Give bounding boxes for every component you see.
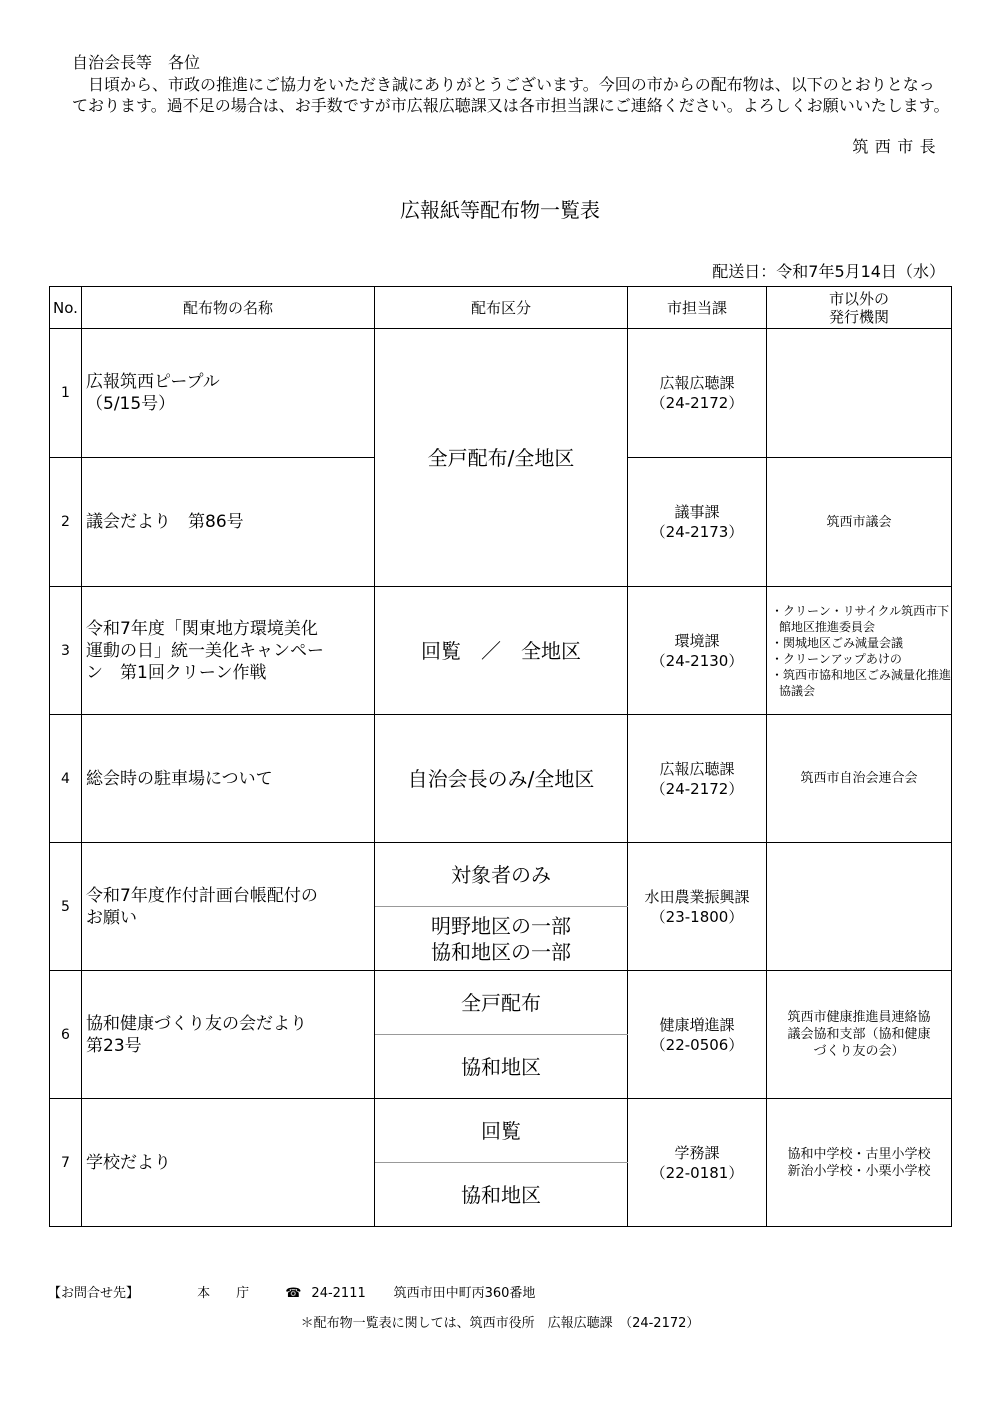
row-department bbox=[628, 843, 767, 971]
row-distribution-top: 全戸配布 bbox=[375, 971, 628, 1035]
dept-name: 議事課 bbox=[674, 503, 720, 521]
issuer-line: づくり友の会） bbox=[813, 1044, 905, 1059]
header-department: 市担当課 bbox=[628, 287, 767, 329]
header-no: No. bbox=[50, 287, 82, 329]
row-no: 4 bbox=[50, 715, 82, 843]
row-no: 7 bbox=[50, 1099, 82, 1227]
row-name-line: お願い bbox=[86, 907, 137, 928]
header-issuer-line1: 市以外の bbox=[828, 289, 889, 308]
row-name-line: 令和7年度「関東地方環境美化 bbox=[86, 618, 318, 639]
page-title: 広報紙等配布物一覧表 bbox=[400, 198, 600, 222]
row-no: 6 bbox=[50, 971, 82, 1099]
intro-text: 日頃から、市政の推進にご協力をいただき誠にありがとうございます。今回の市からの配布物は、以下のとおりとなっております。過不足の場合は、お手数ですが市広報広聴課又は各市担当課にご連絡ください。よろしくお願いいたします。 bbox=[72, 75, 950, 115]
row-distribution-bottom: 協和地区 bbox=[375, 1163, 628, 1227]
dept-tel: （24-2172） bbox=[650, 779, 744, 798]
dept-name: 健康増進課 bbox=[659, 1015, 735, 1034]
row-name-line: 運動の日」統一美化キャンペー bbox=[86, 640, 324, 661]
dept-name: 広報広聴課 bbox=[659, 374, 735, 392]
dept-tel: （24-2173） bbox=[650, 523, 744, 541]
row-no: 2 bbox=[50, 458, 82, 587]
row-name: 議会だより 第86号 bbox=[82, 458, 375, 587]
row-distribution: 回覧 ／ 全地区 bbox=[375, 587, 628, 715]
row-no: 1 bbox=[50, 329, 82, 458]
row-department bbox=[628, 458, 767, 587]
header-issuer bbox=[767, 287, 952, 329]
row-issuer bbox=[767, 1099, 952, 1227]
header-distribution: 配布区分 bbox=[375, 287, 628, 329]
dist-line: 明野地区の一部 bbox=[431, 913, 571, 938]
contact-office: 本 庁 bbox=[197, 1286, 250, 1301]
issuer-line: 新治小学校・小栗小学校 bbox=[787, 1163, 931, 1179]
row-department bbox=[628, 971, 767, 1099]
distribution-table bbox=[49, 286, 952, 1227]
contact-label: 【お問合せ先】 bbox=[48, 1286, 140, 1301]
issuer-item: ・筑西市協和地区ごみ減量化推進協議会 bbox=[771, 667, 952, 698]
issuer-item: ・クリーン・リサイクル筑西市下館地区推進委員会 bbox=[771, 603, 950, 634]
issuer-line: 議会協和支部（協和健康 bbox=[787, 1027, 931, 1042]
dept-tel: （24-2172） bbox=[650, 394, 744, 412]
row-distribution-top: 回覧 bbox=[375, 1099, 628, 1163]
row-issuer bbox=[767, 587, 952, 715]
row-no: 5 bbox=[50, 843, 82, 971]
row-department bbox=[628, 1099, 767, 1227]
row-issuer: 筑西市自治会連合会 bbox=[767, 715, 952, 843]
table-row bbox=[50, 329, 952, 458]
row-issuer bbox=[767, 329, 952, 458]
row-issuer bbox=[767, 971, 952, 1099]
contact-address: 筑西市田中町丙360番地 bbox=[393, 1286, 536, 1301]
contact-phone: 24-2111 bbox=[311, 1286, 366, 1301]
dept-name: 学務課 bbox=[674, 1143, 720, 1162]
issuer-line: 協和中学校・古里小学校 bbox=[787, 1146, 931, 1162]
dept-tel: （22-0181） bbox=[650, 1163, 744, 1182]
row-distribution: 自治会長のみ/全地区 bbox=[375, 715, 628, 843]
row-distribution: 全戸配布/全地区 bbox=[375, 329, 628, 587]
phone-icon: ☎ bbox=[285, 1286, 302, 1301]
row-name-line: 令和7年度作付計画台帳配付の bbox=[86, 885, 318, 906]
row-name bbox=[82, 329, 375, 458]
table-row bbox=[50, 971, 952, 1035]
row-no: 3 bbox=[50, 587, 82, 715]
row-name-line: 協和健康づくり友の会だより bbox=[86, 1013, 307, 1034]
row-name: 総会時の駐車場について bbox=[82, 715, 375, 843]
sender: 筑西市長 bbox=[852, 137, 942, 156]
addressee: 自治会長等 各位 bbox=[72, 53, 201, 72]
table-row bbox=[50, 587, 952, 715]
footer-note: ＊配布物一覧表に関しては、筑西市役所 広報広聴課 （24-2172） bbox=[300, 1316, 700, 1331]
header-issuer-line2: 発行機関 bbox=[828, 307, 889, 326]
issuer-line: 筑西市健康推進員連絡協 bbox=[787, 1010, 931, 1025]
dept-name: 環境課 bbox=[674, 631, 720, 650]
dept-tel: （23-1800） bbox=[650, 907, 744, 926]
row-name-line: ン 第1回クリーン作戦 bbox=[86, 662, 267, 683]
header-name: 配布物の名称 bbox=[82, 287, 375, 329]
row-distribution-bottom: 協和地区 bbox=[375, 1035, 628, 1099]
row-issuer bbox=[767, 843, 952, 971]
row-name-line: （5/15号） bbox=[86, 394, 176, 414]
dept-name: 広報広聴課 bbox=[659, 759, 735, 778]
dept-name: 水田農業振興課 bbox=[644, 887, 750, 906]
row-name-line: 広報筑西ピープル bbox=[86, 372, 220, 392]
dept-tel: （24-2130） bbox=[650, 651, 744, 670]
row-name-line: 第23号 bbox=[86, 1035, 142, 1056]
row-name bbox=[82, 587, 375, 715]
contact-info bbox=[48, 1282, 535, 1301]
row-issuer: 筑西市議会 bbox=[767, 458, 952, 587]
send-date: 配送日：令和7年5月14日（水） bbox=[712, 262, 945, 281]
issuer-item: ・関城地区ごみ減量会議 bbox=[771, 635, 904, 650]
row-name bbox=[82, 843, 375, 971]
dept-tel: （22-0506） bbox=[650, 1035, 744, 1054]
row-name: 学校だより bbox=[82, 1099, 375, 1227]
row-distribution-top: 対象者のみ bbox=[375, 843, 628, 907]
table-row bbox=[50, 1099, 952, 1163]
row-department bbox=[628, 329, 767, 458]
row-distribution-bottom bbox=[375, 907, 628, 971]
table-row bbox=[50, 843, 952, 907]
table-row bbox=[50, 715, 952, 843]
row-name bbox=[82, 971, 375, 1099]
row-department bbox=[628, 715, 767, 843]
dist-line: 協和地区の一部 bbox=[431, 939, 571, 964]
issuer-item: ・クリーンアップあけの bbox=[771, 651, 902, 666]
row-department bbox=[628, 587, 767, 715]
